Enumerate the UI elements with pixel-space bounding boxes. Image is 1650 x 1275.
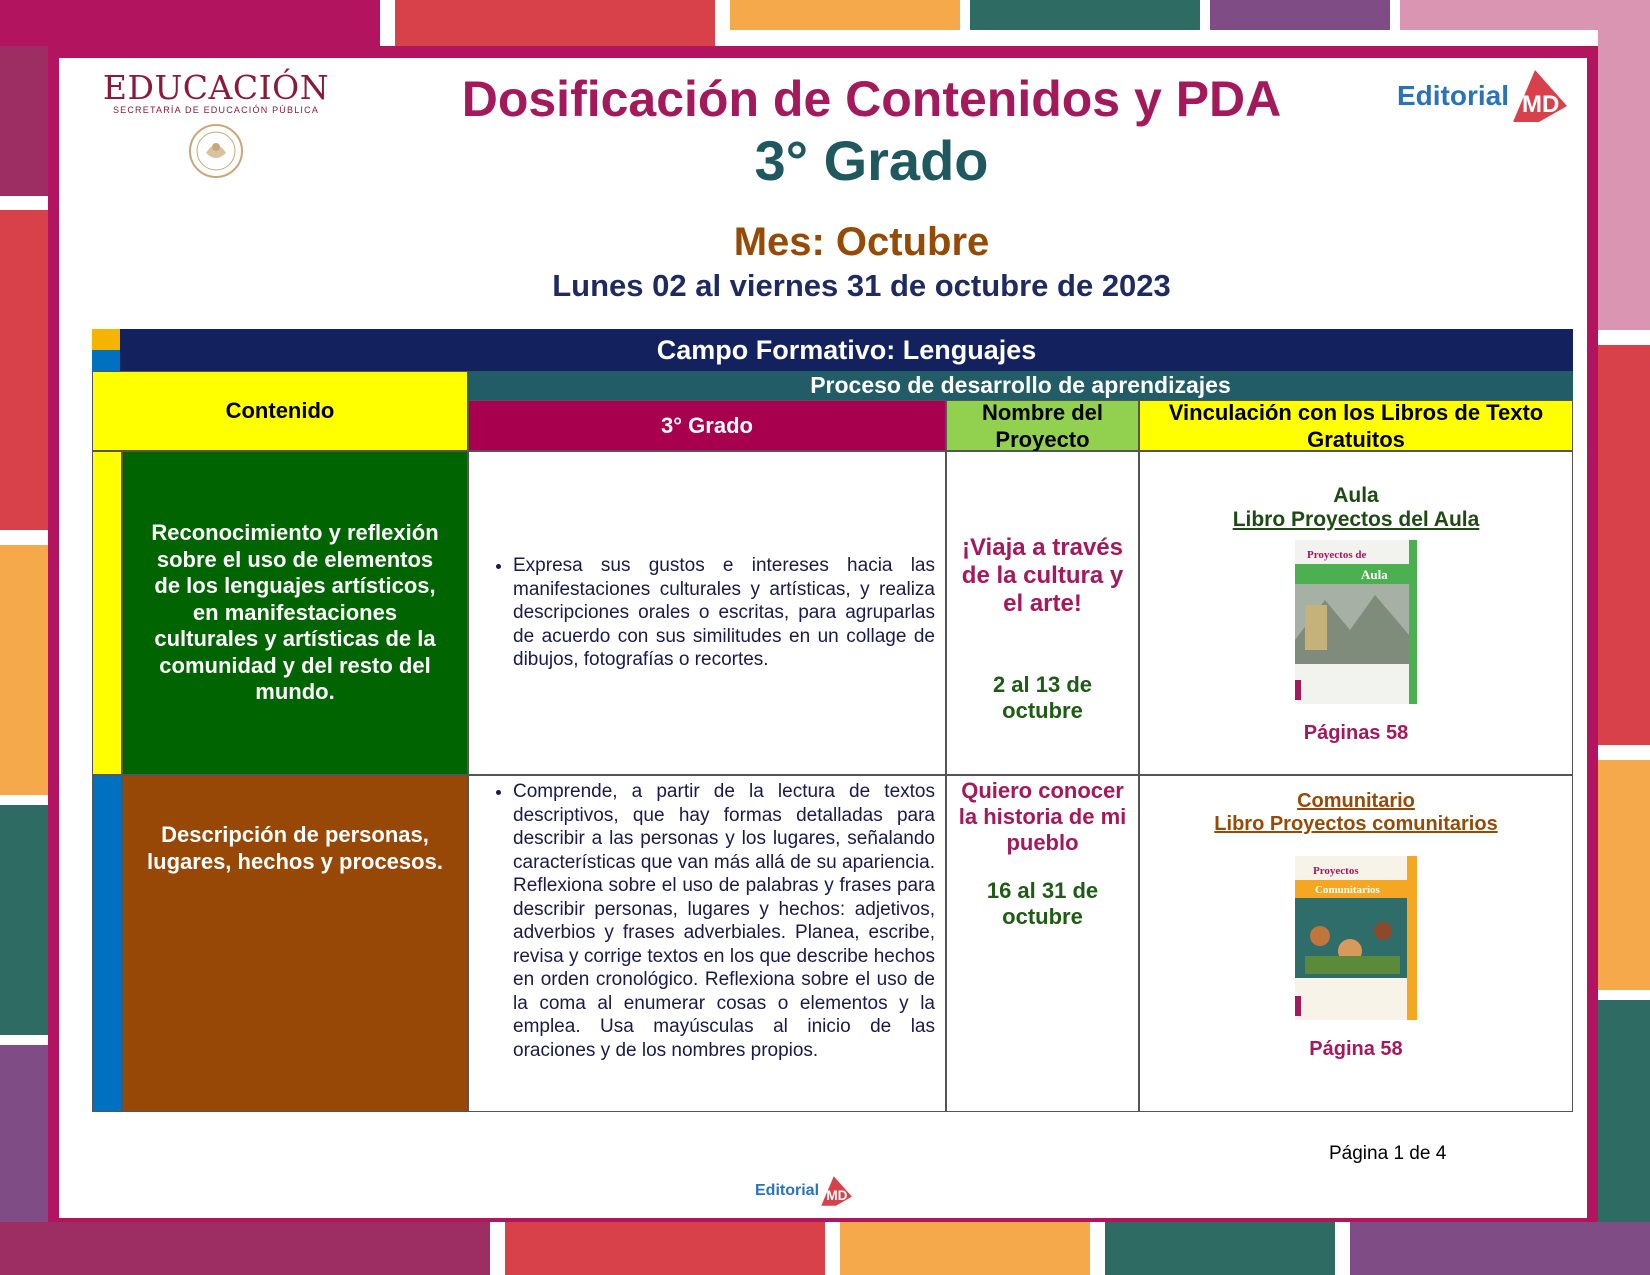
date-range: Lunes 02 al viernes 31 de octubre de 2023	[552, 268, 1171, 303]
row-2-book-link[interactable]: Libro Proyectos comunitarios	[1214, 813, 1498, 835]
col-header-grado: 3° Grado	[468, 400, 946, 451]
col-header-proyecto: Nombre del Proyecto	[946, 400, 1139, 451]
row-2-pda-item: • Comprende, a partir de la lectura de textos descriptivos, que hay formas detalladas para describir a las personas y los lugares, señalando características que van más allá de su apariencia. Reflexiona sobre el uso de palabras y frases para describir personas, lugares y hechos: adjetivos, adverbios y frases adverbiales. Planea, escribe, revisa y corrige textos en los que describe hechos en orden cronológico. Reflexiona sobre el uso de la coma al enumerar cosas o elementos y la emplea. Usa mayúsculas al inicio de las oraciones y de los nombres propios.	[513, 780, 935, 1062]
row-1-pda	[468, 451, 946, 775]
row-1-scenario: Aula	[1333, 484, 1379, 507]
footer-editorial-logo	[755, 1174, 853, 1208]
book-cover-comunitarios-icon	[1295, 856, 1417, 1020]
sep-logo-word: EDUCACIÓN	[102, 68, 330, 107]
content-table	[92, 329, 1573, 1112]
book-cover-aula-icon	[1295, 540, 1417, 704]
row-2-project-dates: 16 al 31 de octubre	[986, 878, 1099, 929]
row-1-contenido: Reconocimiento y reflexión sobre el uso de elementos de los lenguajes artísticos, en manifestaciones culturales y artísticas de la comunidad y del resto del mundo.	[122, 451, 468, 775]
row-1-pages: Páginas 58	[1303, 722, 1409, 744]
row-2-project-name: Quiero conocer la historia de mi pueblo	[958, 778, 1127, 855]
col-header-libros: Vinculación con los Libros de Texto Gratuitos	[1139, 400, 1573, 451]
page-title: Dosificación de Contenidos y PDA	[461, 71, 1282, 127]
grade-title: 3° Grado	[754, 129, 989, 192]
row-1-libros	[1139, 451, 1573, 775]
sep-logo-subtitle: SECRETARÍA DE EDUCACIÓN PÚBLICA	[112, 105, 320, 115]
cover-aula-title: Proyectos de	[1307, 549, 1367, 561]
row-1-project-dates: 2 al 13 de octubre	[992, 672, 1093, 723]
footer-md-logo-icon	[819, 1174, 853, 1208]
row-1-project-name: ¡Viaja a través de la cultura y el arte!	[961, 534, 1124, 617]
row-1-side-bar	[92, 451, 122, 775]
footer-logo-word: Editorial	[755, 1182, 820, 1199]
document-page	[59, 58, 1587, 1218]
page-number: Página 1 de 4	[1329, 1143, 1447, 1164]
cover-aula-sub: Aula	[1361, 567, 1388, 582]
row-2-side-bar	[92, 775, 122, 1112]
row-2-contenido: Descripción de personas, lugares, hechos y procesos.	[122, 775, 468, 1112]
footer-md-mark: MD	[826, 1188, 848, 1204]
accent-blue	[92, 350, 120, 371]
col-header-pda: Proceso de desarrollo de aprendizajes	[468, 371, 1573, 400]
accent-yellow	[92, 329, 120, 350]
row-2-pages: Página 58	[1309, 1038, 1403, 1060]
row-2-proyecto	[946, 775, 1139, 1112]
cover-com-sub: Comunitarios	[1315, 884, 1380, 896]
col-header-contenido: Contenido	[92, 371, 468, 451]
row-1-proyecto	[946, 451, 1139, 775]
row-1-book-link[interactable]: Libro Proyectos del Aula	[1232, 508, 1480, 531]
md-logo-mark: MD	[1522, 91, 1560, 118]
row-2-scenario[interactable]: Comunitario	[1297, 790, 1415, 812]
month-title: Mes: Octubre	[733, 220, 990, 264]
row-2-pda	[468, 775, 946, 1112]
campo-formativo-header: Campo Formativo: Lenguajes	[120, 329, 1573, 371]
row-1-pda-item: • Expresa sus gustos e intereses hacia las manifestaciones culturales y artísticas, y realiza descripciones orales o escritas, para agruparlas de acuerdo con sus similitudes en un collage de dibujos, fotografías o recortes.	[513, 554, 935, 672]
editorial-logo-word: Editorial	[1396, 80, 1509, 111]
cover-com-title: Proyectos	[1313, 865, 1359, 877]
row-2-libros	[1139, 775, 1573, 1112]
